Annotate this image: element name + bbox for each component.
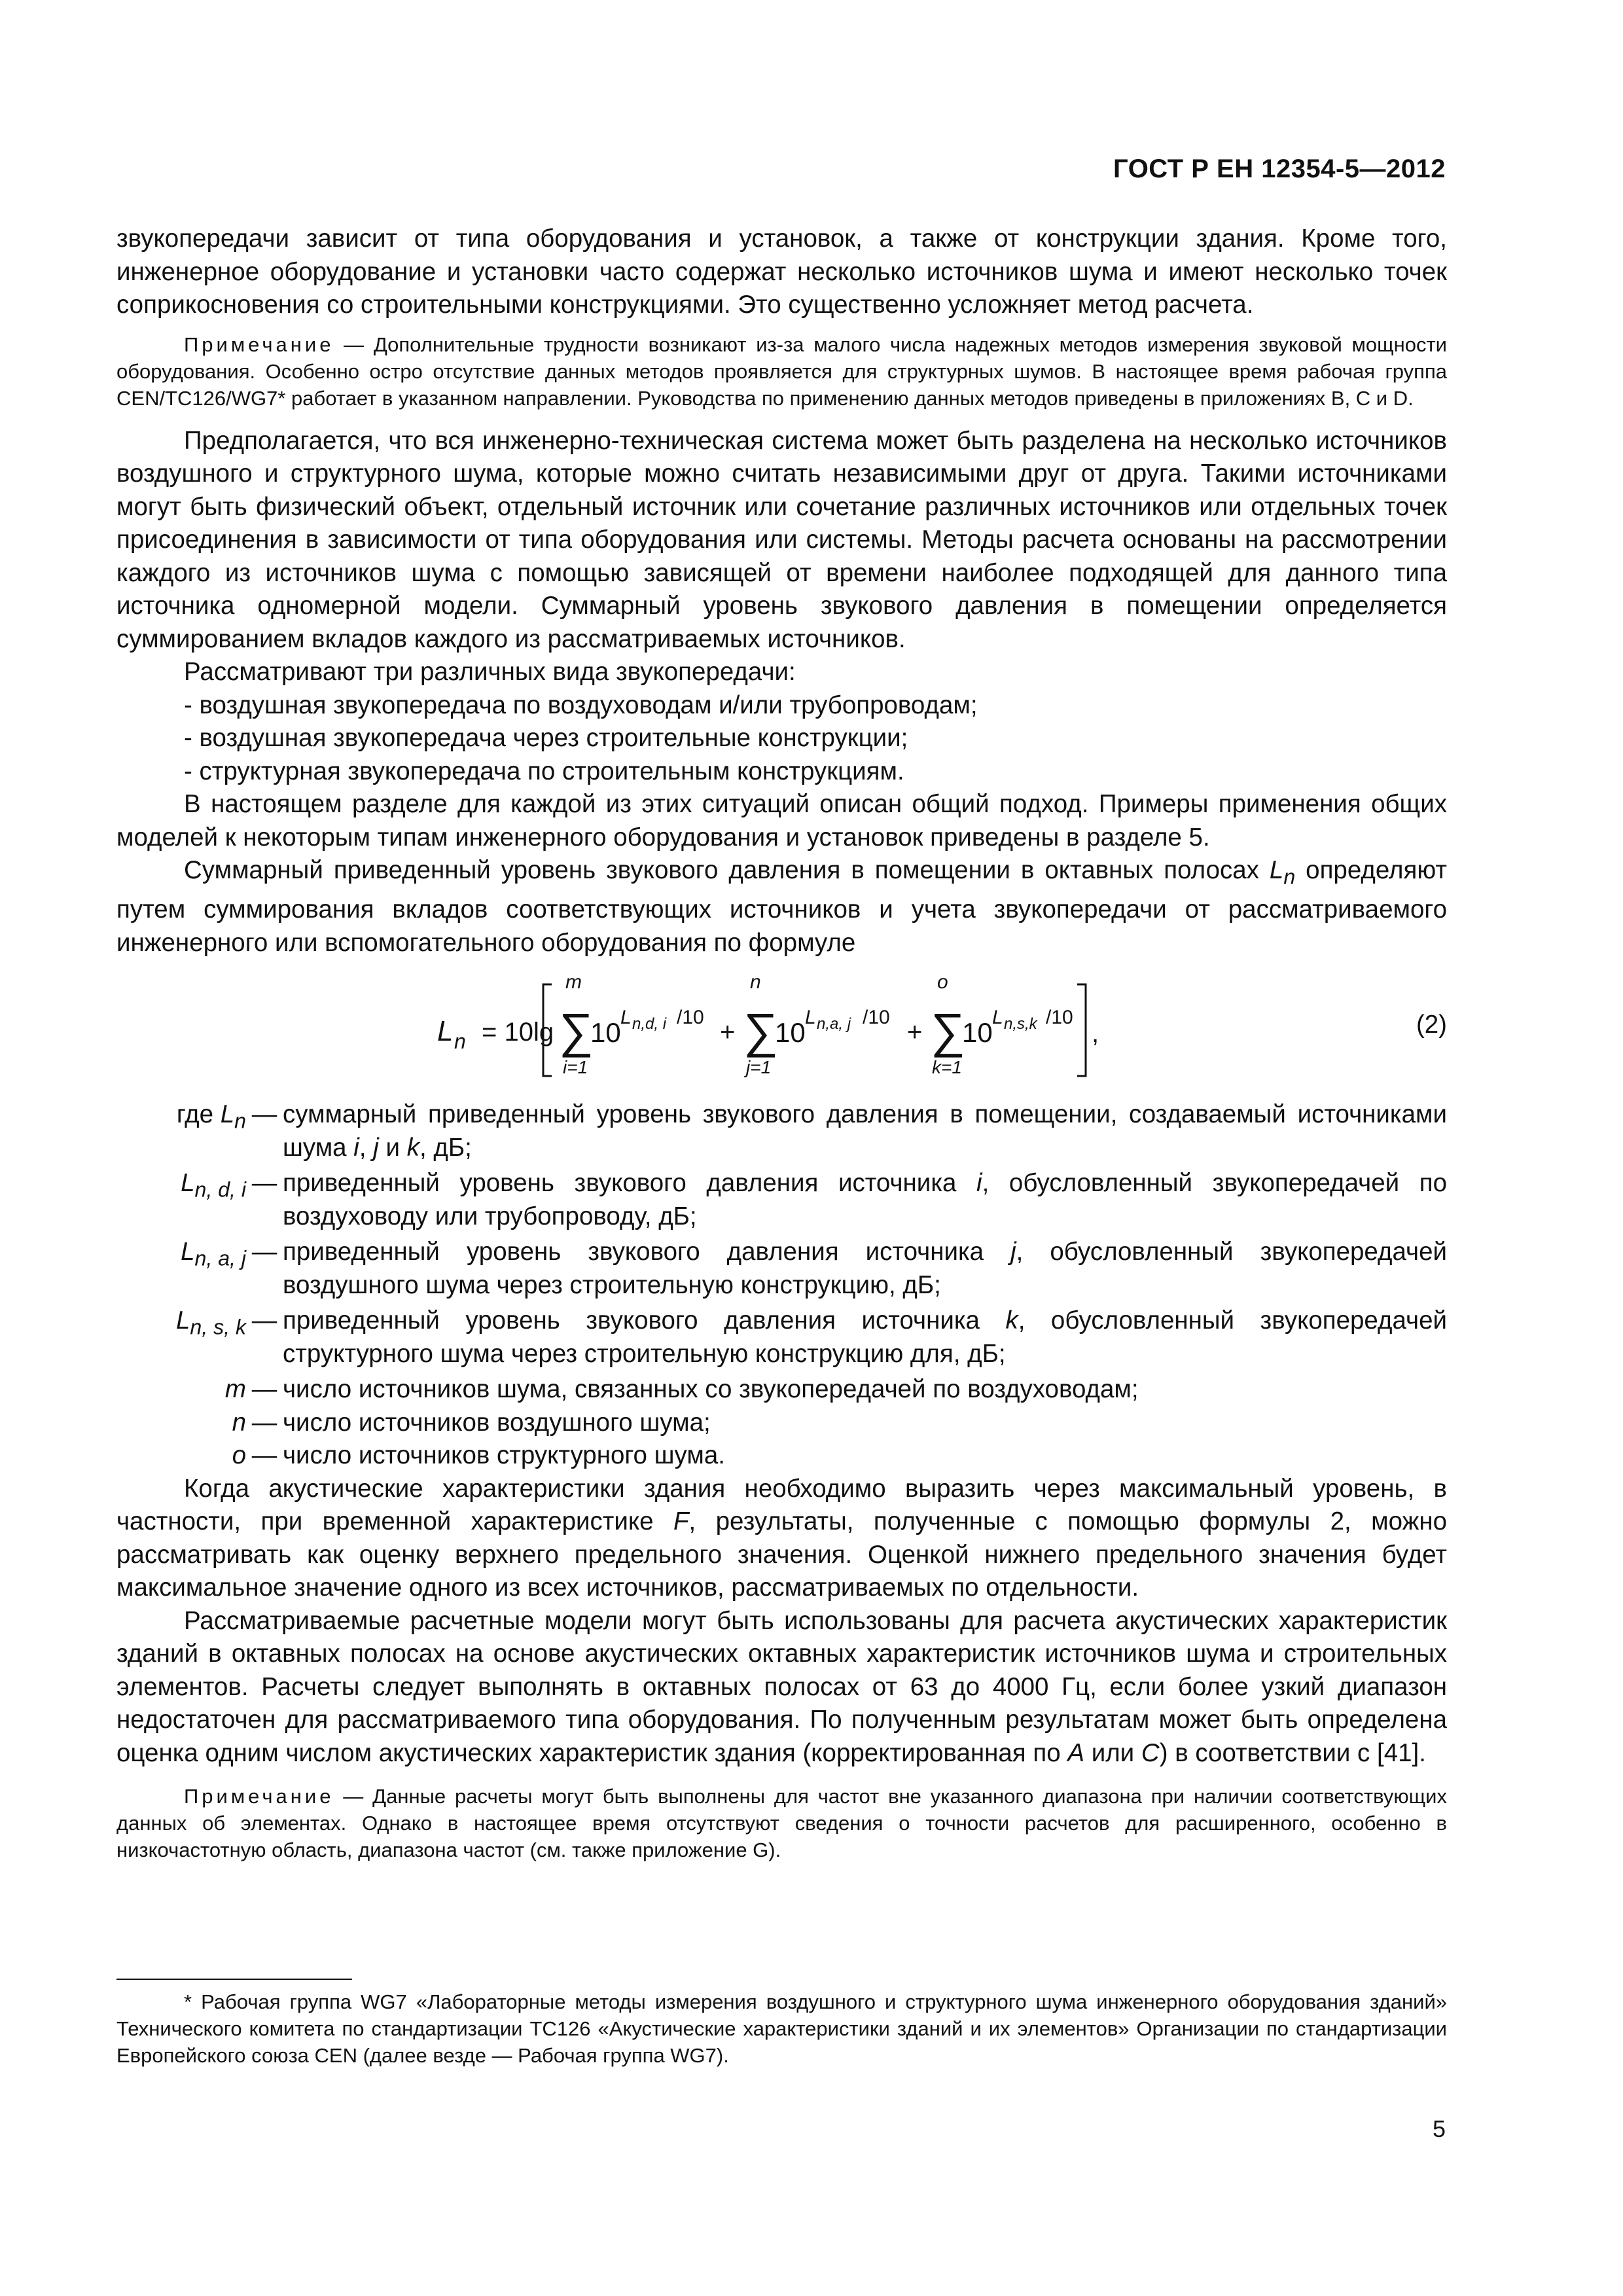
paragraph-total-level (116, 854, 1447, 960)
dash: — (251, 1408, 277, 1437)
sum3-top: o (937, 971, 948, 994)
note-label: Примечание (184, 332, 334, 356)
sum3-bottom: k=1 (932, 1057, 962, 1078)
where-symbol: $L_{n, a, j}$ (181, 1238, 246, 1270)
sum1-bottom: i=1 (563, 1057, 588, 1078)
dash: — (251, 1169, 277, 1198)
text-span: определяют путем суммирования вкладов соответствующих источников и учета звукопередачи от рассматриваемого инженерного или вспомогательного оборудования по формуле (116, 856, 1447, 957)
plus-sign: + (907, 1018, 923, 1047)
sigma-icon: ∑ (559, 1003, 594, 1058)
where-text: суммарный приведенный уровень звукового давления в помещении, создаваемый источниками шума i, j и k, дБ; (283, 1100, 1447, 1162)
where-text: число источников воздушного шума; (283, 1408, 711, 1437)
list-item: - воздушная звукопередача через строительные конструкции; (184, 724, 908, 752)
exp2-tail: /10 (863, 1007, 890, 1029)
paragraph-max-level: Когда акустические характеристики здания необходимо выразить через максимальный уровень, в частности, при временной характеристике F, результаты, полученные с помощью формулы 2, можно рассматривать как оценку верхнего предельного значения. Оценкой нижнего предельного значения будет максимальное значение одного из всех источников, рассматриваемых по отдельности. (116, 1474, 1448, 1602)
dash: — (251, 1375, 277, 1404)
where-list (116, 1098, 1447, 1473)
where-text: приведенный уровень звукового давления источника j, обусловленный звукопередачей воздушного шума через строительную конструкцию, дБ; (283, 1238, 1448, 1299)
where-item (116, 1439, 1447, 1473)
formula-lhs: L (437, 1015, 454, 1048)
where-symbol: n (232, 1408, 246, 1437)
dash: — (251, 1100, 277, 1129)
where-item (116, 1167, 1447, 1233)
where-item (116, 1407, 1447, 1440)
sigma-icon: ∑ (743, 1003, 778, 1058)
footnote (116, 1988, 1447, 2069)
where-item (116, 1236, 1447, 1302)
dash: — (251, 1441, 277, 1470)
exp3-sub: n,s,k (1004, 1015, 1037, 1033)
where-symbol: $L_{n, d, i}$ (181, 1169, 246, 1202)
paragraph-transfer-types: Рассматривают три различных вида звукопередачи: (184, 658, 796, 686)
note-text: — Данные расчеты могут быть выполнены для частот вне указанного диапазона при наличии соответствующих данных об элементах. Однако в настоящее время отсутствуют сведения о точности расчетов для расширенного, особенно в низкочастотную область, диапазона частот (см. также приложение G). (116, 1785, 1447, 1862)
footnote-mark: * (184, 1990, 192, 2013)
formula-comma: , (1092, 1019, 1099, 1049)
where-text: приведенный уровень звукового давления источника i, обусловленный звукопередачей по воздуховоду или трубопроводу, дБ; (283, 1169, 1447, 1230)
symbol-sub: n (1283, 865, 1296, 889)
where-text: число источников структурного шума. (283, 1441, 725, 1470)
equation-number: (2) (1416, 1011, 1447, 1039)
dash: — (251, 1306, 277, 1335)
sum2-top: n (750, 971, 761, 994)
paragraph-assumption: Предполагается, что вся инженерно-техническая система может быть разделена на несколько источников воздушного и структурного шума, которые можно считать независимыми друг от друга. Такими источниками могут быть физический объект, отдельный источник или сочетание различных источников или отдельных точек присоединения в зависимости от типа оборудования или системы. Методы расчета основаны на рассмотрении каждого из источников шума с помощью зависящей от времени наиболее подходящей для данного типа источника одномерной модели. Суммарный уровень звукового давления в помещении определяется суммированием вкладов каждого из рассматриваемых источников. (116, 426, 1447, 653)
paragraph-continuation: звукопередачи зависит от типа оборудования и установок, а также от конструкции здания. Кроме того, инженерное оборудование и установки часто содержат несколько источников шума и имеют несколько точек соприкосновения со строительными конструкциями. Это существенно усложняет метод расчета. (116, 224, 1447, 319)
base-10: 10 (775, 1017, 806, 1049)
formula-lhs-sub: n (454, 1030, 466, 1054)
sum1-top: m (565, 971, 582, 994)
note-label: Примечание (184, 1785, 334, 1808)
exp3-L: L (992, 1007, 1003, 1029)
exp2-sub: n,a, j (817, 1015, 851, 1033)
exp3-tail: /10 (1046, 1007, 1073, 1029)
exp1-tail: /10 (677, 1007, 704, 1029)
footnote-text: Рабочая группа WG7 «Лабораторные методы измерения воздушного и структурного шума инженерного оборудования зданий» Технического комитета по стандартизации ТС126 «Акустические характеристики зданий и их элементов» Организации по стандартизации Европейского союза CEN (далее везде — Рабочая группа WG7). (116, 1990, 1447, 2067)
where-symbol (116, 1098, 246, 1138)
text-span: Суммарный приведенный уровень звукового давления в помещении в октавных полосах (184, 856, 1270, 884)
note-1 (116, 331, 1447, 412)
formula-graphic (116, 969, 1447, 1089)
sigma-icon: ∑ (931, 1003, 965, 1058)
right-bracket (1077, 984, 1086, 1076)
paragraph-models: Рассматриваемые расчетные модели могут быть использованы для расчета акустических характеристик зданий в октавных полосах на основе акустических октавных характеристик источников шума и строительных элементов. Расчеты следует выполнять в октавных полосах от 63 до 4000 Гц, если более узкий диапазон недостаточен для рассматриваемого типа оборудования. По полученным результатам может быть определена оценка одним числом акустических характеристик здания (корректированная по А или С) в соответствии с [41]. (116, 1606, 1447, 1767)
symbol-sub: n (234, 1109, 246, 1133)
where-item (116, 1098, 1447, 1164)
formula-2 (116, 969, 1447, 1089)
where-symbol: o (232, 1441, 246, 1470)
page-body (116, 223, 1447, 1863)
where-lead: где (176, 1100, 214, 1129)
list-item: - структурная звукопередача по строительным конструкциям. (184, 757, 904, 785)
sum2-bottom: j=1 (746, 1057, 772, 1078)
symbol: L (220, 1100, 235, 1129)
exp2-L: L (805, 1007, 816, 1029)
document-code: ГОСТ Р ЕН 12354-5—2012 (1113, 154, 1446, 183)
page-number: 5 (1432, 2115, 1446, 2142)
base-10: 10 (962, 1017, 993, 1049)
footnote-divider (116, 1979, 352, 1980)
where-item (116, 1304, 1447, 1371)
note-2 (116, 1783, 1447, 1863)
formula-eq: = 10lg (482, 1018, 554, 1047)
where-text: приведенный уровень звукового давления источника k, обусловленный звукопередачей структурного шума через строительную конструкцию для, дБ; (283, 1306, 1448, 1368)
base-10: 10 (590, 1017, 621, 1049)
exp1-sub: n,d, i (632, 1015, 667, 1033)
paragraph-approach: В настоящем разделе для каждой из этих ситуаций описан общий подход. Примеры применения общих моделей к некоторым типам инженерного оборудования и установок приведены в разделе 5. (116, 790, 1447, 852)
plus-sign: + (720, 1018, 736, 1047)
list-item: - воздушная звукопередача по воздуховодам и/или трубопроводам; (184, 691, 978, 719)
where-symbol: m (224, 1375, 246, 1404)
where-symbol: $L_{n, s, k}$ (176, 1306, 246, 1339)
dash: — (251, 1238, 277, 1266)
where-item (116, 1373, 1447, 1407)
exp1-L: L (620, 1007, 632, 1029)
note-text: — Дополнительные трудности возникают из-за малого числа надежных методов измерения звуковой мощности оборудования. Особенно остро отсутствие данных методов проявляется для структурных шумов. В настоящее время рабочая группа CEN/TC126/WG7* работает в указанном направлении. Руководства по применению данных методов приведены в приложениях В, С и D. (116, 332, 1447, 410)
symbol-L: L (1269, 856, 1284, 884)
where-text: число источников шума, связанных со звукопередачей по воздуховодам; (283, 1375, 1139, 1404)
